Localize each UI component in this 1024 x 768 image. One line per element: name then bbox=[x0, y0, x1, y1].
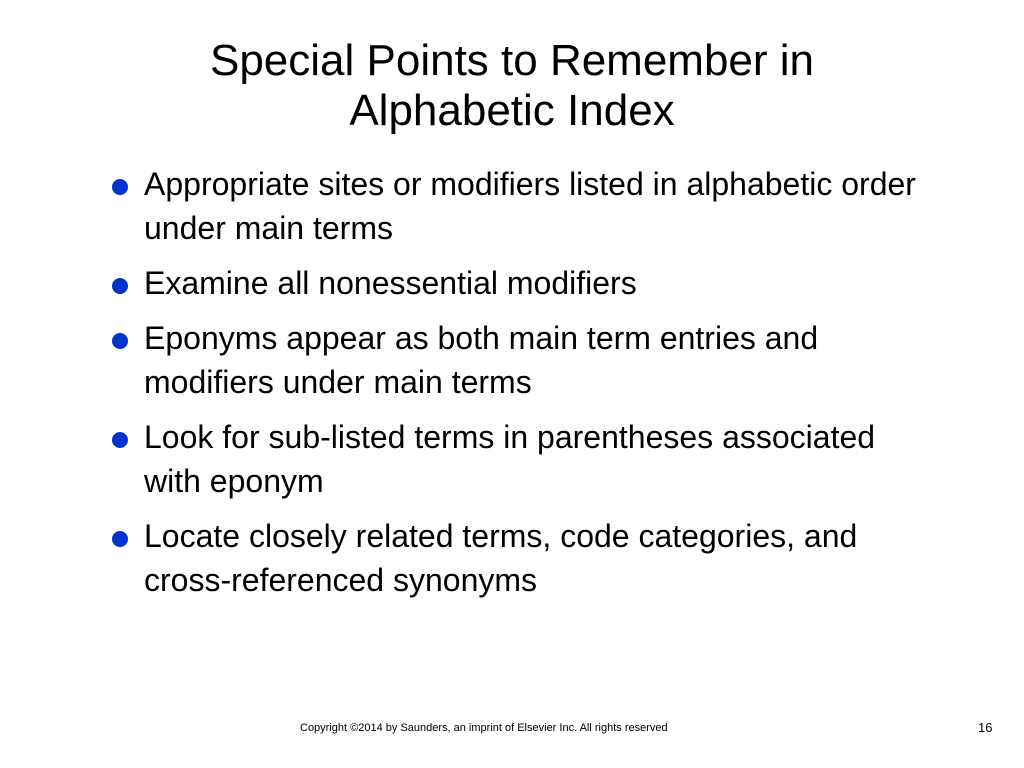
copyright-notice: Copyright ©2014 by Saunders, an imprint of Elsevier Inc. All rights reserved bbox=[300, 722, 668, 734]
bullet-item bbox=[110, 162, 930, 250]
bullet-item bbox=[110, 514, 930, 602]
bullet-item bbox=[110, 415, 930, 503]
slide-footer bbox=[0, 718, 1024, 738]
bullet-text: Appropriate sites or modifiers listed in alphabetic order under main terms bbox=[144, 166, 916, 246]
bullet-text: Examine all nonessential modifiers bbox=[144, 265, 637, 301]
circle-bullet-icon bbox=[112, 432, 128, 448]
circle-bullet-icon bbox=[112, 333, 128, 349]
slide-title bbox=[110, 36, 914, 136]
page-number: 16 bbox=[978, 720, 993, 735]
circle-bullet-icon bbox=[112, 278, 128, 294]
bullet-list bbox=[110, 162, 930, 613]
circle-bullet-icon bbox=[112, 179, 128, 195]
circle-bullet-icon bbox=[112, 531, 128, 547]
slide-title-line-1: Special Points to Remember in bbox=[209, 36, 815, 85]
bullet-text: Look for sub-listed terms in parentheses associated with eponym bbox=[144, 419, 876, 499]
bullet-text: Eponyms appear as both main term entries and modifiers under main terms bbox=[144, 320, 819, 400]
slide-title-line-2: Alphabetic Index bbox=[349, 86, 675, 135]
bullet-text: Locate closely related terms, code categories, and cross-referenced synonyms bbox=[144, 518, 858, 598]
bullet-item bbox=[110, 261, 930, 305]
bullet-item bbox=[110, 316, 930, 404]
